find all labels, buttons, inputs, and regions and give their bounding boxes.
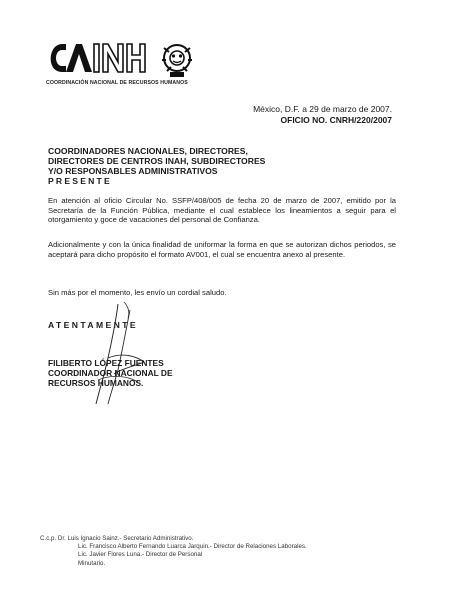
ccp-line: Minutario. bbox=[78, 559, 106, 567]
logo-subtitle: COORDINACIÓN NACIONAL DE RECURSOS HUMANOS bbox=[46, 80, 188, 86]
inah-logo bbox=[44, 38, 274, 90]
ccp-line: C.c.p. Dr. Luis Ignacio Sainz.- Secretario Administrativo. bbox=[40, 535, 194, 542]
addressee-line: COORDINADORES NACIONALES, DIRECTORES, bbox=[48, 146, 248, 156]
ccp-line: Lic. Javier Flores Luna.- Director de Personal bbox=[78, 551, 203, 559]
body-paragraph: En atención al oficio Circular No. SSFP/408/005 de fecha 20 de marzo de 2007, emitido por la Secretaría de la Función Pública, mediante el cual establece los lineamientos a seguir para el otorgamiento y goce de vacaciones del personal de Confianza. bbox=[48, 196, 396, 225]
handwritten-signature bbox=[78, 300, 168, 410]
signer-block bbox=[48, 358, 173, 388]
place-date: México, D.F. a 29 de marzo de 2007. bbox=[253, 104, 392, 114]
signer-title: RECURSOS HUMANOS. bbox=[48, 378, 144, 388]
oficio-number: OFICIO NO. CNRH/220/2007 bbox=[280, 115, 392, 125]
addressee-block bbox=[48, 146, 265, 186]
date-reference-block bbox=[253, 104, 392, 126]
ccp-block bbox=[40, 535, 307, 568]
salutation: ATENTAMENTE bbox=[48, 320, 139, 330]
presente-line: PRESENTE bbox=[48, 176, 112, 186]
signer-name: FILIBERTO LÓPEZ FUENTES bbox=[48, 358, 164, 368]
addressee-line: DIRECTORES DE CENTROS INAH, SUBDIRECTORES bbox=[48, 156, 266, 166]
signer-title: COORDINADOR NACIONAL DE bbox=[48, 368, 173, 378]
addressee-line: Y/O RESPONSABLES ADMINISTRATIVOS bbox=[48, 166, 218, 176]
inah-logo-mark bbox=[44, 38, 274, 80]
ccp-line: Lic. Francisco Alberto Fernando Luarca Jarquin.- Director de Relaciones Laborales. bbox=[78, 543, 307, 551]
body-paragraph: Adicionalmente y con la única finalidad de uniformar la forma en que se autorizan dichos periodos, se aceptará para dicho propósito el formato AV001, el cual se encuentra anexo al presente. bbox=[48, 240, 396, 259]
closing-line: Sin más por el momento, les envío un cordial saludo. bbox=[48, 288, 227, 297]
